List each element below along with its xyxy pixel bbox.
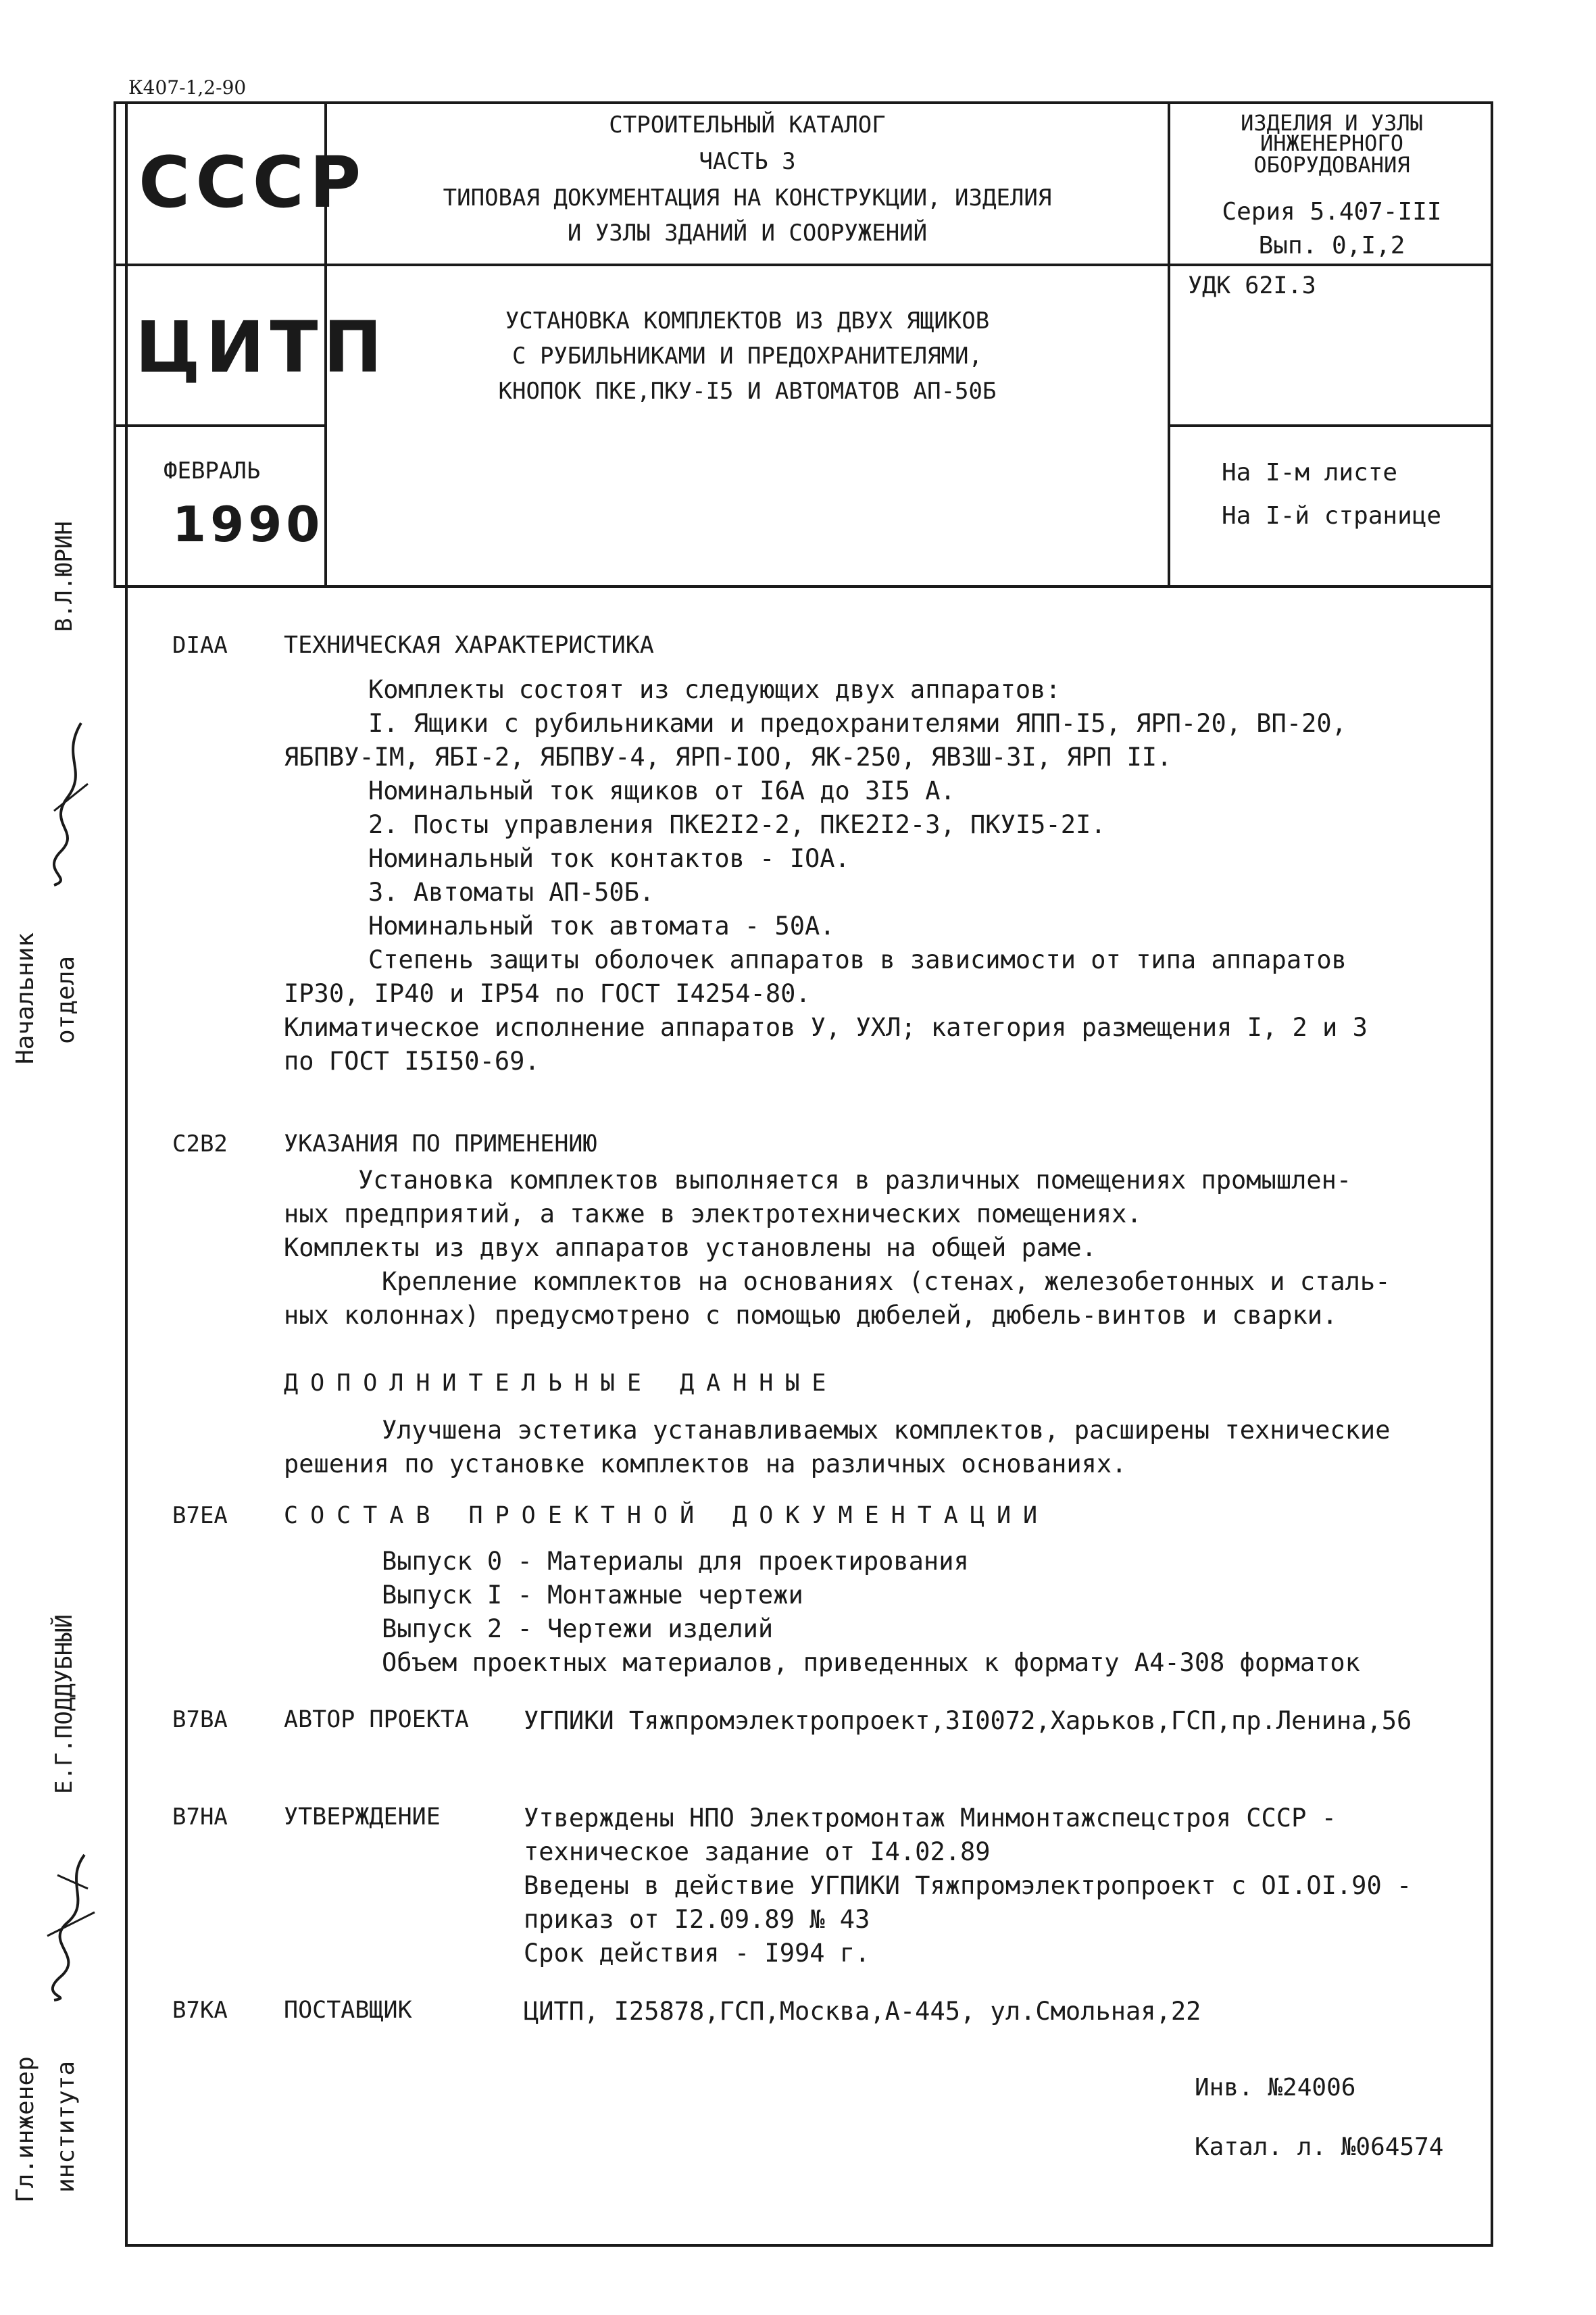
author-text: УГПИКИ Тяжпромэлектропроект,3I0072,Харьков,ГСП,пр.Ленина,56: [524, 1706, 1412, 1735]
sidebar-role-top-2: отдела: [52, 955, 80, 1044]
approval-line-5: Срок действия - I994 г.: [524, 1939, 870, 1968]
catalog-line-2: ЧАСТЬ 3: [699, 148, 796, 175]
tech-line-5: 2. Посты управления ПКЕ2I2-2, ПКЕ2I2-3, ПКУI5-2I.: [368, 810, 1106, 839]
tech-line-4: Номинальный ток ящиков от I6А до 3I5 А.: [368, 776, 955, 805]
usage-heading: УКАЗАНИЯ ПО ПРИМЕНЕНИЮ: [284, 1130, 597, 1158]
header-hline-left-2: [114, 424, 327, 427]
page-label: На I-й странице: [1222, 502, 1442, 530]
title-line-2: С РУБИЛЬНИКАМИ И ПРЕДОХРАНИТЕЛЯМИ,: [512, 343, 982, 370]
udk-label: УДК 62I.3: [1188, 272, 1316, 299]
inventory-number: Инв. №24006: [1195, 2074, 1356, 2101]
issue-label: Вып. 0,I,2: [1258, 232, 1405, 259]
extra-line-2: решения по установке комплектов на различных основаниях.: [284, 1449, 1127, 1478]
org-label: ЦИТП: [135, 306, 388, 389]
supplier-heading: ПОСТАВЩИК: [284, 1997, 412, 2024]
usage-line-5: ных колоннах) предусмотрено с помощью дюбелей, дюбель-винтов и сварки.: [284, 1301, 1338, 1330]
approval-line-3: Введены в действие УГПИКИ Тяжпромэлектропроект с OI.OI.90 -: [524, 1871, 1412, 1900]
tech-line-12: по ГОСТ I5I50-69.: [284, 1047, 540, 1076]
docs-line-2: Выпуск I - Монтажные чертежи: [382, 1580, 803, 1610]
docs-line-3: Выпуск 2 - Чертежи изделий: [382, 1614, 774, 1643]
category-line-1: ИЗДЕЛИЯ И УЗЛЫ: [1241, 110, 1423, 136]
tech-line-1: Комплекты состоят из следующих двух аппаратов:: [368, 675, 1061, 704]
usage-line-2: ных предприятий, а также в электротехнических помещениях.: [284, 1199, 1142, 1228]
sheet-label: На I-м листе: [1222, 459, 1398, 487]
catalog-line-1: СТРОИТЕЛЬНЫЙ КАТАЛОГ: [609, 111, 886, 139]
usage-line-3: Комплекты из двух аппаратов установлены на общей раме.: [284, 1233, 1097, 1262]
signature-top: [41, 716, 101, 892]
tech-heading: ТЕХНИЧЕСКАЯ ХАРАКТЕРИСТИКА: [284, 632, 654, 659]
author-code: B7BA: [172, 1706, 228, 1733]
tech-line-11: Климатическое исполнение аппаратов У, УХЛ; категория размещения I, 2 и 3: [284, 1013, 1368, 1042]
series-label: Серия 5.407-III: [1222, 198, 1442, 226]
usage-line-1: Установка комплектов выполняется в различных помещениях промышлен-: [358, 1166, 1352, 1195]
category-line-2: ИНЖЕНЕРНОГО: [1260, 130, 1403, 156]
country-label: СССР: [139, 141, 367, 224]
sidebar-role-bottom-2: института: [52, 2060, 80, 2193]
signature-bottom: [37, 1848, 105, 2003]
approval-line-2: техническое задание от I4.02.89: [524, 1837, 991, 1866]
title-line-1: УСТАНОВКА КОМПЛЕКТОВ ИЗ ДВУХ ЯЩИКОВ: [505, 307, 990, 334]
supplier-text: ЦИТП, I25878,ГСП,Москва,А-445, ул.Смольная,22: [524, 1997, 1201, 2026]
tech-line-6: Номинальный ток контактов - IOA.: [368, 844, 850, 873]
tech-line-2: I. Ящики с рубильниками и предохранителями ЯПП-I5, ЯРП-20, ВП-20,: [368, 709, 1347, 738]
approval-heading: УТВЕРЖДЕНИЕ: [284, 1803, 441, 1831]
header-hline-right: [1168, 424, 1493, 427]
month-label: ФЕВРАЛЬ: [164, 457, 261, 484]
catalog-line-4: И УЗЛЫ ЗДАНИЙ И СООРУЖЕНИЙ: [567, 220, 928, 247]
approval-line-1: Утверждены НПО Электромонтаж Минмонтажспецстроя СССР -: [524, 1803, 1337, 1833]
catalog-sheet-number: Катал. л. №064574: [1195, 2133, 1444, 2161]
tech-line-10: IP30, IP40 и IP54 по ГОСТ I4254-80.: [284, 979, 811, 1008]
extra-line-1: Улучшена эстетика устанавливаемых комплектов, расширены технические: [382, 1416, 1391, 1445]
docs-line-1: Выпуск 0 - Материалы для проектирования: [382, 1547, 969, 1576]
author-heading: АВТОР ПРОЕКТА: [284, 1706, 469, 1733]
tech-line-8: Номинальный ток автомата - 50А.: [368, 912, 835, 941]
usage-code: C2B2: [172, 1130, 228, 1158]
category-line-3: ОБОРУДОВАНИЯ: [1253, 152, 1410, 178]
tech-line-9: Степень защиты оболочек аппаратов в зависимости от типа аппаратов: [368, 945, 1347, 974]
header-hline-left-1: [114, 264, 327, 266]
tech-code: DIAA: [172, 632, 228, 659]
catalog-line-3: ТИПОВАЯ ДОКУМЕНТАЦИЯ НА КОНСТРУКЦИИ, ИЗДЕЛИЯ: [443, 184, 1052, 211]
doc-code: К407-1,2-90: [128, 76, 247, 99]
docs-line-4: Объем проектных материалов, приведенных к формату А4-308 форматок: [382, 1648, 1360, 1677]
docs-code: B7EA: [172, 1502, 228, 1529]
usage-line-4: Крепление комплектов на основаниях (стенах, железобетонных и сталь-: [382, 1267, 1391, 1296]
title-line-3: КНОПОК ПКЕ,ПКУ-I5 И АВТОМАТОВ АП-50Б: [498, 378, 997, 405]
tech-line-3: ЯБПВУ-IМ, ЯБI-2, ЯБПВУ-4, ЯРП-IOO, ЯК-250, ЯВЗШ-3I, ЯРП II.: [284, 743, 1172, 772]
year-label: 1990: [172, 496, 324, 553]
approval-line-4: приказ от I2.09.89 № 43: [524, 1905, 870, 1934]
supplier-code: B7KA: [172, 1997, 228, 2024]
sidebar-name-top: В.Л.ЮРИН: [51, 521, 78, 632]
header-hline-mid: [324, 264, 1493, 266]
docs-heading: СОСТАВ ПРОЕКТНОЙ ДОКУМЕНТАЦИИ: [284, 1502, 1050, 1529]
extra-heading: ДОПОЛНИТЕЛЬНЫЕ ДАННЫЕ: [284, 1370, 839, 1397]
approval-code: B7HA: [172, 1803, 228, 1831]
tech-line-7: 3. Автоматы АП-50Б.: [368, 878, 655, 907]
sidebar-role-bottom-1: Гл.инженер: [11, 2056, 39, 2203]
sidebar-role-top-1: Начальник: [11, 932, 39, 1064]
sidebar-name-bottom: Е.Г.ПОДДУБНЫЙ: [51, 1614, 78, 1794]
